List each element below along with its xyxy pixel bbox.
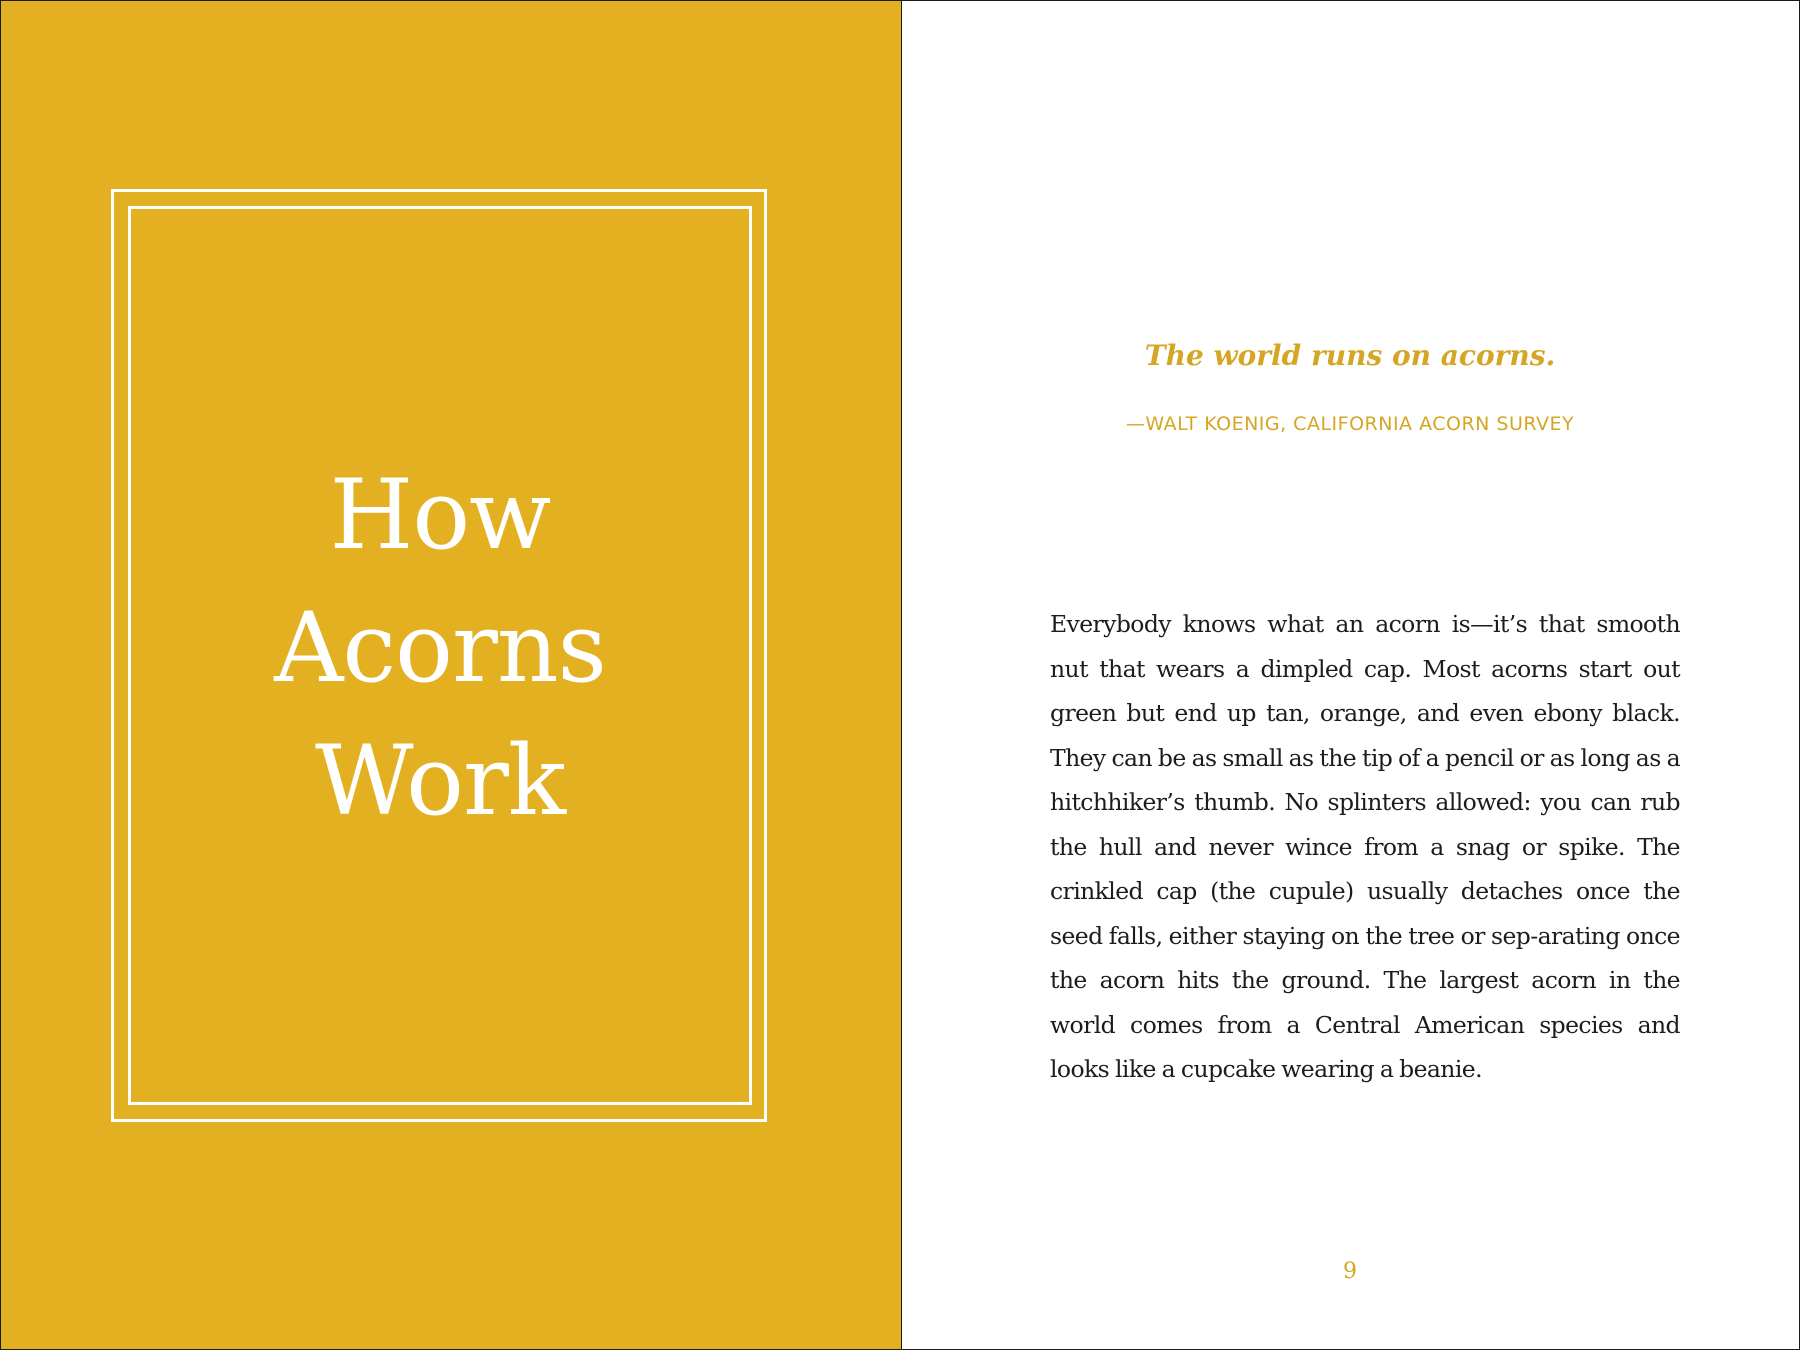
chapter-title-line: Work xyxy=(314,725,565,837)
chapter-title xyxy=(128,449,752,848)
body-paragraph: Everybody knows what an acorn is—it’s that smooth nut that wears a dimpled cap. Most acorns start out green but end up tan, orange, and even ebony black. They can be as small as the tip of a pencil or as long as a hitchhiker’s thumb. No splinters allowed: you can rub the hull and never wince from a snag or spike. The crinkled cap (the cupule) usually detaches once the seed falls, either staying on the tree or sep-arating once the acorn hits the ground. The largest acorn in the world comes from a Central American species and looks like a cupcake wearing a beanie. xyxy=(1050,610,1680,1083)
epigraph xyxy=(900,332,1800,380)
epigraph-quote: The world runs on acorns. xyxy=(1144,339,1556,372)
chapter-title-line: Acorns xyxy=(274,592,606,704)
chapter-opener-page xyxy=(1,1,902,1349)
chapter-title-line: How xyxy=(329,459,551,571)
epigraph-attribution: —WALT KOENIG, CALIFORNIA ACORN SURVEY xyxy=(1125,413,1575,435)
page-number: 9 xyxy=(1343,1259,1357,1284)
